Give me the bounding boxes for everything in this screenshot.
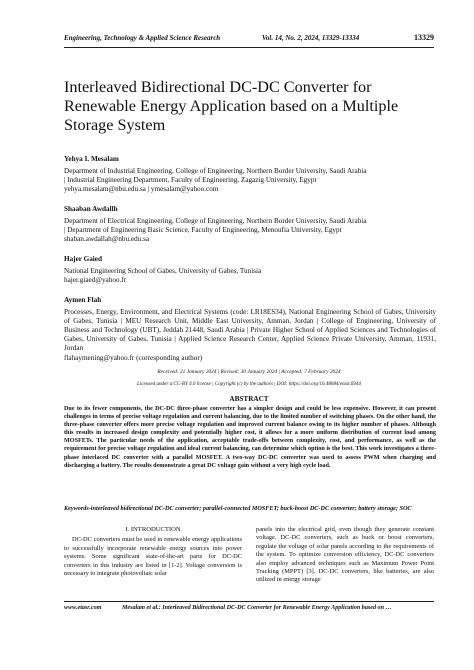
intro-paragraph-continued: panels into the electrical grid, even though they generate constant voltage. DC-DC converters, such as buck or boost converters, regulate the voltage of solar panels according to the requirements of the system. To optimize conversion efficiency, DC-DC converters also employ advanced techniques such as Maximum Power Point Tracking (MPPT) [3]. DC-DC converters, like batteries, are also utilized in energy storage [256,526,434,584]
intro-left-column [64,526,242,578]
author-affiliation: Department of Industrial Engineering, College of Engineering, Northern Border University, Saudi Arabia [64,167,367,176]
author-affiliation: Processes, Energy, Environment, and Electrical Systems (code: LR18ES34), National Engineering School of Gabes, University of Gabes, Tunisia | MEU Research Unit, Middle East University, Amman, Jordan | College of Engineering, University of Business and Technology (UBT), Jeddah 21448, Saudi Arabia | Private Higher School of Applied Sciences and Technologies of Gabes, University of Gabes, Tunisia | Applied Science Research Center, Applied Science Private University, Amman, 11931, Jordan [64,308,436,353]
intro-right-column [256,526,434,585]
author-block-2 [64,205,436,244]
author-block-1 [64,155,436,194]
section-heading: I. INTRODUCTION [125,526,181,533]
author-name: Yehya I. Mesalam [64,155,119,163]
author-email: shaban.awdallah@nbu.edu.sa [64,235,150,244]
journal-website: www.etasr.com [64,605,102,611]
author-email: flahaymening@yahoo.fr (corresponding author) [64,353,203,362]
author-affiliation: | Industrial Engineering Department, Faculty of Engineering, Zagazig University, Egypt [64,176,317,185]
author-email: hajer.giaed@yahoo.fr [64,276,127,285]
page-number: 13329 [414,33,434,42]
license-line: Licensed under a CC-BY 4.0 license | Copyright (c) by the authors | DOI: https://doi.org/10.48084/etasr.6944 [137,381,361,387]
author-name: Shaaban Awdallh [64,205,118,213]
abstract-heading: ABSTRACT [229,395,269,403]
author-email: yehya.mesalam@nbu.edu.sa | ymesalam@yahoo.com [64,185,219,194]
abstract-text: Due to its fewer components, the DC-DC three-phase converter has a simpler design and could be less expensive. However, it can present challenges in terms of precise voltage regulation and current balancing, due to the limited number of switching phases. On the other hand, the three-phase converter offers more precise voltage regulation and improved current balance owing to its higher number of phases. Although this results in increased design complexity and potentially higher cost, it allows for a more uniform distribution of current load among MOSFETs. The particular needs of the application, acceptable trade-offs between complexity, cost, and performance, as well as the requirement for precise voltage regulation and ideal current balancing, can determine which option is the best. This work investigates a three-phase interlaced DC converter with a parallel MOSFET. A two-way DC-DC converter was used to assess PWM when charging and discharging a battery. The results demonstrate a great DC voltage gain without a very high cycle load. [64,406,436,469]
author-affiliation: National Engineering School of Gabes, University of Gabes, Tunisia [64,267,262,276]
footer-rule [64,601,434,602]
submission-dates: Received: 21 January 2024 | Revised: 30 January 2024 | Accepted: 7 February 2024 [157,369,341,375]
intro-paragraph: DC-DC converters must be used in renewable energy applications to successfully incorporate renewable energy sources into power systems. Some significant state-of-the-art parts for DC-DC converters in this industry are listed in [1-2]. Voltage conversion is necessary to integrate photovoltaic solar [64,536,242,578]
author-block-4 [64,296,436,363]
header-rule [64,47,434,48]
keywords: Keywords-interleaved bidirectional DC-DC converter; parallel-connected MOSFET; buck-boost DC-DC converter; battery storage; SOC [64,505,412,512]
author-affiliation: | Department of Engineering Basic Science, Faculty of Engineering, Menoufia University, Egypt [64,226,342,235]
running-header [64,34,434,46]
paper-title: Interleaved Bidirectional DC-DC Converter for Renewable Energy Application based on a Multiple Storage System [64,78,399,134]
volume-info: Vol. 14, No. 2, 2024, 13329-13334 [262,34,360,42]
author-affiliation: Department of Electrical Engineering, College of Engineering, Northern Border University, Saudi Arabia [64,217,367,226]
author-name: Aymen Flah [64,296,102,304]
author-block-3 [64,255,436,285]
author-name: Hajer Gaied [64,255,102,263]
journal-name: Engineering, Technology & Applied Science Research [64,34,221,42]
footer-citation: Mesalam et al.: Interleaved Bidirectional DC-DC Converter for Renewable Energy Application based on … [122,605,392,611]
